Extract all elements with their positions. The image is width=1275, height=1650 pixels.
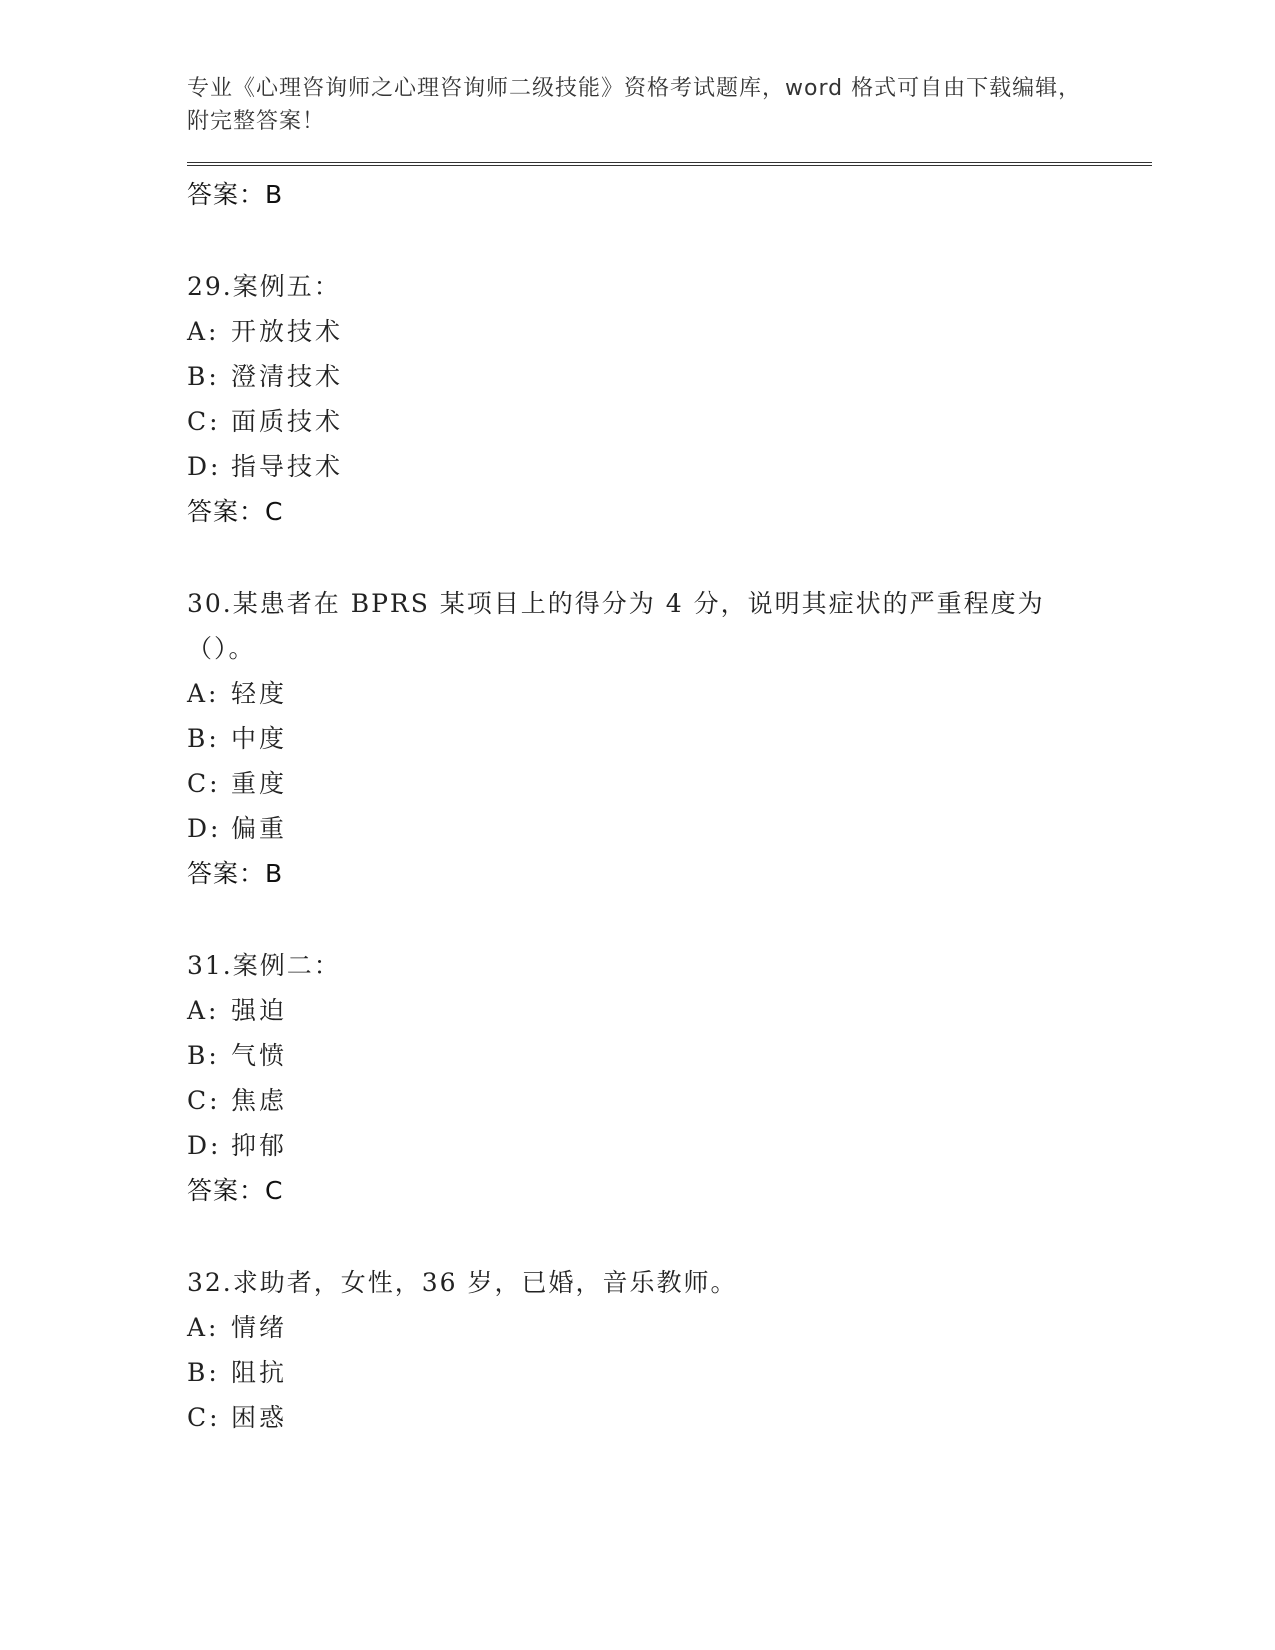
option-text: 指导技术 <box>231 452 344 481</box>
option-c <box>187 761 1152 806</box>
answer-line: 答案：B <box>187 180 284 209</box>
answer-line: 答案：B <box>187 859 284 888</box>
option-c <box>187 1078 1152 1123</box>
option-letter: B: <box>187 1358 220 1387</box>
option-text: 面质技术 <box>231 407 344 436</box>
option-text: 阻抗 <box>231 1358 288 1387</box>
option-b <box>187 354 1152 399</box>
option-letter: C: <box>187 1403 221 1432</box>
option-letter: B: <box>187 724 220 753</box>
option-text: 重度 <box>231 769 288 798</box>
option-a <box>187 988 1152 1033</box>
document-page <box>187 72 1152 1440</box>
option-text: 焦虑 <box>231 1086 288 1115</box>
option-text: 情绪 <box>231 1313 288 1342</box>
option-a <box>187 1305 1152 1350</box>
option-letter: C: <box>187 407 221 436</box>
option-b <box>187 1033 1152 1078</box>
option-text: 强迫 <box>231 996 288 1025</box>
option-letter: D: <box>187 452 222 481</box>
document-header: 专业《心理咨询师之心理咨询师二级技能》资格考试题库，word 格式可自由下载编辑，附完整答案！ <box>187 76 1082 134</box>
option-b <box>187 1350 1152 1395</box>
question-block <box>187 581 1152 896</box>
option-a <box>187 671 1152 716</box>
header-divider <box>187 162 1152 166</box>
option-text: 困惑 <box>231 1403 288 1432</box>
option-letter: A: <box>187 679 220 708</box>
option-text: 开放技术 <box>231 317 344 346</box>
option-c <box>187 399 1152 444</box>
option-d <box>187 806 1152 851</box>
option-c <box>187 1395 1152 1440</box>
answer-line: 答案：C <box>187 497 284 526</box>
option-letter: C: <box>187 769 221 798</box>
option-text: 中度 <box>231 724 288 753</box>
option-text: 气愤 <box>231 1041 288 1070</box>
option-letter: C: <box>187 1086 221 1115</box>
question-stem: 29.案例五： <box>187 272 341 301</box>
option-letter: A: <box>187 1313 220 1342</box>
option-letter: D: <box>187 814 222 843</box>
option-text: 轻度 <box>231 679 288 708</box>
option-letter: D: <box>187 1131 222 1160</box>
question-stem: 31.案例二： <box>187 951 341 980</box>
option-b <box>187 716 1152 761</box>
option-text: 抑郁 <box>231 1131 288 1160</box>
question-block <box>187 943 1152 1213</box>
option-letter: B: <box>187 1041 220 1070</box>
option-letter: B: <box>187 362 220 391</box>
question-stem: 30.某患者在 BPRS 某项目上的得分为 4 分，说明其症状的严重程度为（）。 <box>187 589 1045 663</box>
question-block <box>187 264 1152 534</box>
option-letter: A: <box>187 996 220 1025</box>
option-text: 澄清技术 <box>231 362 344 391</box>
option-a <box>187 309 1152 354</box>
option-d <box>187 1123 1152 1168</box>
question-stem: 32.求助者，女性，36 岁，已婚，音乐教师。 <box>187 1268 738 1297</box>
question-block <box>187 1260 1152 1440</box>
answer-line: 答案：C <box>187 1176 284 1205</box>
option-text: 偏重 <box>231 814 288 843</box>
option-letter: A: <box>187 317 220 346</box>
option-d <box>187 444 1152 489</box>
